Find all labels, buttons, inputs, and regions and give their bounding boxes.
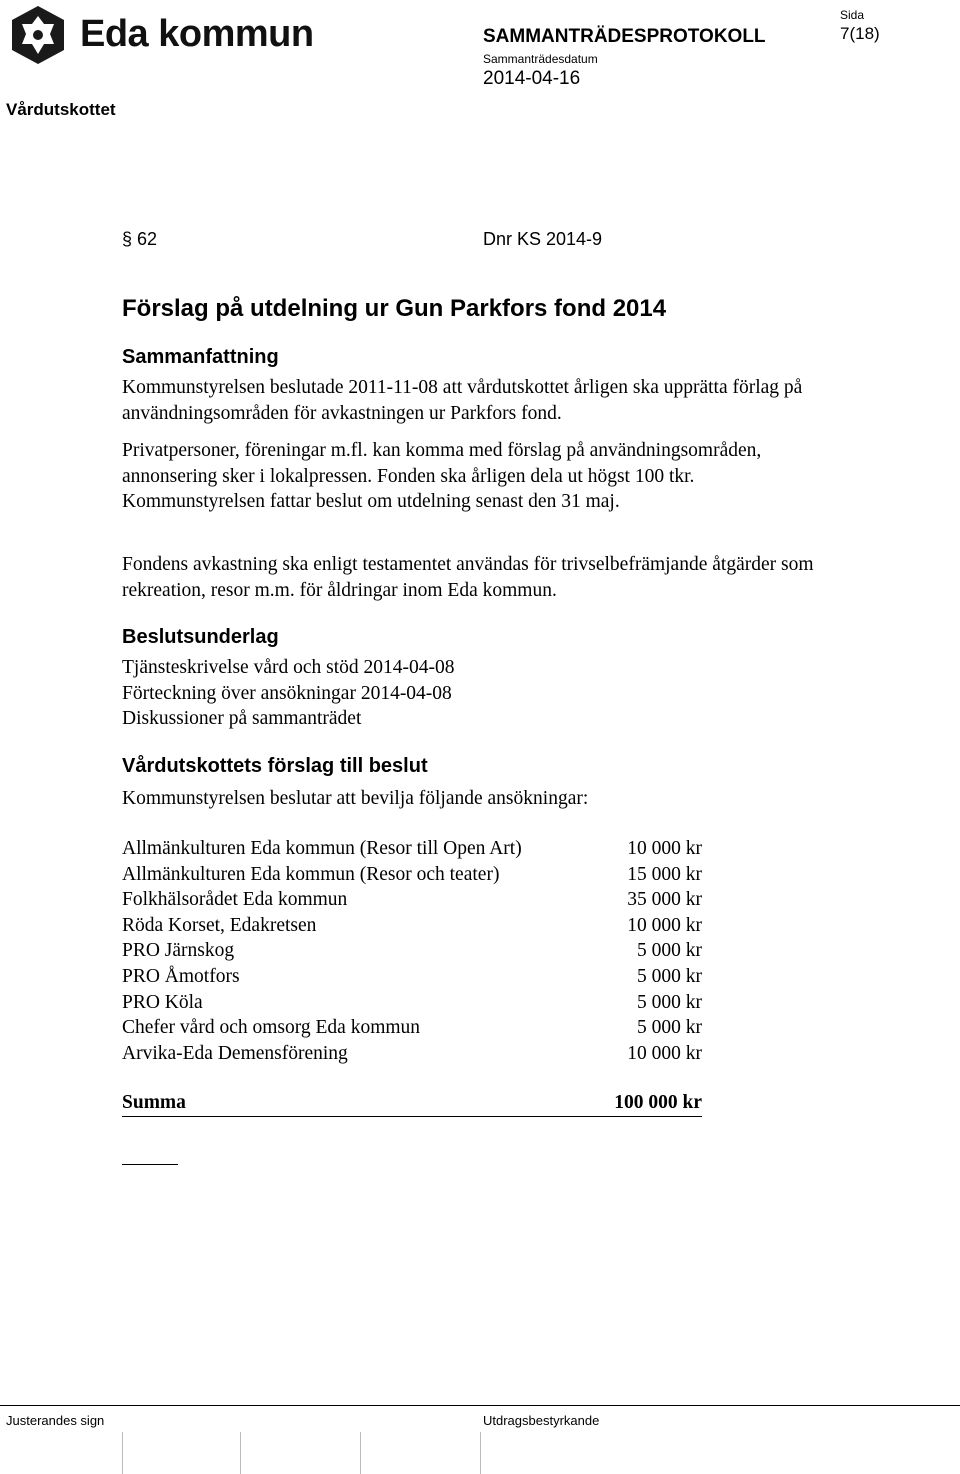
allocation-row — [122, 938, 702, 964]
allocation-amount: 5 000 kr — [637, 991, 702, 1013]
signature-box-divider — [360, 1432, 361, 1474]
basis-item: Tjänsteskrivelse vård och stöd 2014-04-08 — [122, 657, 455, 678]
certification-label: Utdragsbestyrkande — [483, 1413, 600, 1428]
logo-text: Eda kommun — [80, 13, 314, 55]
allocation-amount: 5 000 kr — [637, 965, 702, 987]
sum-row — [122, 1090, 702, 1117]
eda-kommun-logo-icon — [8, 4, 68, 66]
basis-item: Förteckning över ansökningar 2014-04-08 — [122, 682, 452, 704]
protocol-title: SAMMANTRÄDESPROTOKOLL — [483, 26, 766, 47]
recipient-name: Allmänkulturen Eda kommun (Resor till Open Art) — [122, 838, 522, 859]
summary-heading: Sammanfattning — [122, 346, 279, 368]
allocation-amount: 5 000 kr — [637, 940, 702, 962]
recipient-name: Arvika-Eda Demensförening — [122, 1042, 348, 1064]
summary-paragraph-1: Kommunstyrelsen beslutade 2011-11-08 att vårdutskottet årligen ska upprätta förlag på användningsområden för avkastningen ur Parkfors fond. — [122, 377, 803, 424]
sum-value: 100 000 kr — [614, 1092, 702, 1113]
allocation-row — [122, 1015, 702, 1041]
allocation-row — [122, 836, 702, 862]
basis-item: Diskussioner på sammanträdet — [122, 708, 362, 730]
allocation-amount: 10 000 kr — [627, 1042, 702, 1064]
summary-paragraph-2: Privatpersoner, föreningar m.fl. kan komma med förslag på användningsområden, annonsering sker i lokalpressen. Fonden ska årligen dela ut högst 100 tkr. Kommunstyrelsen fattar beslut om utdelning senast den 31 maj. — [122, 440, 762, 513]
allocation-amount: 35 000 kr — [627, 889, 702, 911]
signature-box-divider — [480, 1432, 481, 1474]
allocation-row — [122, 964, 702, 990]
recipient-name: Folkhälsorådet Eda kommun — [122, 889, 348, 911]
org-unit-name: Vårdutskottet — [6, 100, 116, 119]
summary-paragraph-3: Fondens avkastning ska enligt testamentet användas för trivselbefrämjande åtgärder som rekreation, resor m.m. för åldringar inom Eda kommun. — [122, 554, 814, 601]
meeting-date-label: Sammanträdesdatum — [483, 52, 598, 66]
allocation-amount: 15 000 kr — [627, 863, 702, 885]
item-number: 62 — [137, 229, 158, 249]
end-divider — [122, 1164, 178, 1165]
allocation-row — [122, 913, 702, 939]
item-title: Förslag på utdelning ur Gun Parkfors fond 2014 — [122, 295, 667, 322]
allocation-table — [122, 836, 702, 1066]
section-mark: § — [122, 229, 133, 249]
diary-number: Dnr KS 2014-9 — [483, 229, 603, 249]
meeting-date-value: 2014-04-16 — [483, 68, 581, 89]
recipient-name: PRO Järnskog — [122, 940, 235, 962]
basis-heading: Beslutsunderlag — [122, 626, 279, 648]
allocation-amount: 5 000 kr — [637, 1017, 702, 1039]
allocation-row — [122, 990, 702, 1016]
sum-label: Summa — [122, 1092, 186, 1113]
allocation-amount: 10 000 kr — [627, 914, 702, 936]
page-number: 7(18) — [840, 24, 880, 43]
footer-divider — [0, 1405, 960, 1406]
allocation-row — [122, 1041, 702, 1067]
allocation-row — [122, 887, 702, 913]
recipient-name: Allmänkulturen Eda kommun (Resor och teater) — [122, 863, 500, 885]
signature-label: Justerandes sign — [6, 1413, 105, 1428]
signature-box-divider — [240, 1432, 241, 1474]
allocation-row — [122, 862, 702, 888]
page-label: Sida — [840, 8, 865, 22]
recipient-name: PRO Köla — [122, 991, 203, 1013]
signature-box-divider — [122, 1432, 123, 1474]
recipient-name: Chefer vård och omsorg Eda kommun — [122, 1017, 421, 1039]
proposal-heading: Vårdutskottets förslag till beslut — [122, 755, 428, 777]
recipient-name: PRO Åmotfors — [122, 965, 240, 987]
basis-list — [122, 655, 822, 732]
proposal-intro: Kommunstyrelsen beslutar att bevilja följande ansökningar: — [122, 788, 589, 809]
allocation-amount: 10 000 kr — [627, 838, 702, 859]
recipient-name: Röda Korset, Edakretsen — [122, 914, 317, 936]
